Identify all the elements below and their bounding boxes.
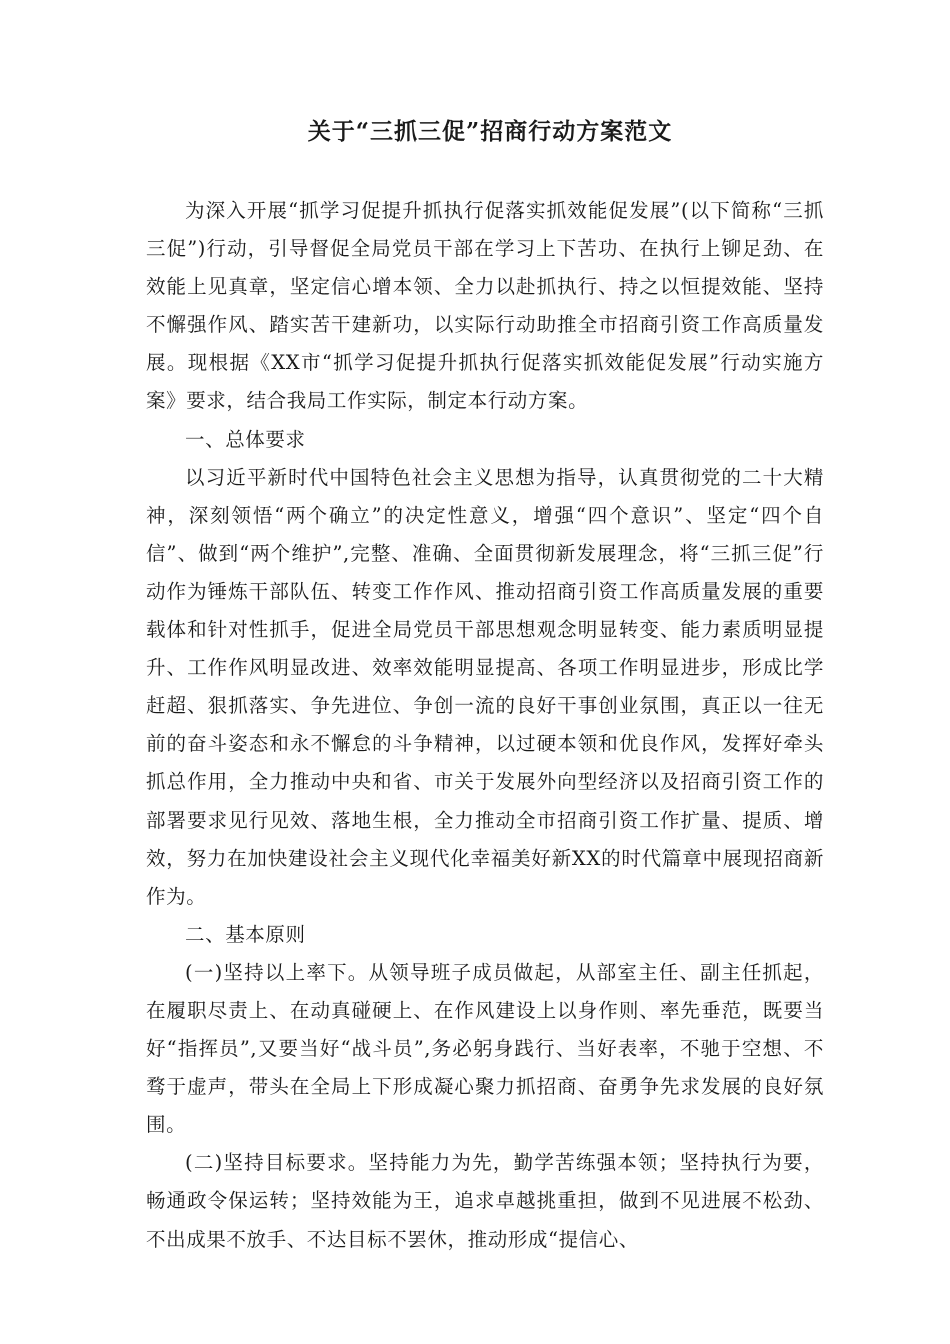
document-body: [146, 192, 824, 1259]
principle-1-paragraph: (一)坚持以上率下。从领导班子成员做起，从部室主任、副主任抓起，在履职尽责上、在动真碰硬上、在作风建设上以身作则、率先垂范，既要当好“指挥员”,又要当好“战斗员”,务必躬身践行、当好表率，不驰于空想、不骛于虚声，带头在全局上下形成凝心聚力抓招商、奋勇争先求发展的良好氛围。: [146, 960, 824, 1137]
general-requirements-paragraph: 以习近平新时代中国特色社会主义思想为指导，认真贯彻党的二十大精神，深刻领悟“两个确立”的决定性意义，增强“四个意识”、坚定“四个自信”、做到“两个维护”,完整、准确、全面贯彻新发展理念，将“三抓三促”行动作为锤炼干部队伍、转变工作作风、推动招商引资工作高质量发展的重要载体和针对性抓手，促进全局党员干部思想观念明显转变、能力素质明显提升、工作作风明显改进、效率效能明显提高、各项工作明显进步，形成比学赶超、狠抓落实、争先进位、争创一流的良好干事创业氛围，真正以一往无前的奋斗姿态和永不懈怠的斗争精神，以过硬本领和优良作风，发挥好牵头抓总作用，全力推动中央和省、市关于发展外向型经济以及招商引资工作的部署要求见行见效、落地生根，全力推动全市招商引资工作扩量、提质、增效，努力在加快建设社会主义现代化幸福美好新XX的时代篇章中展现招商新作为。: [146, 465, 824, 908]
section-heading-general-requirements: 一、总体要求: [185, 427, 306, 451]
section-heading-basic-principles: 二、基本原则: [185, 922, 306, 946]
intro-paragraph: 为深入开展“抓学习促提升抓执行促落实抓效能促发展”(以下简称“三抓三促”)行动，引导督促全局党员干部在学习上下苦功、在执行上铆足劲、在效能上见真章，坚定信心增本领、全力以赴抓执行、持之以恒提效能、坚持不懈强作风、踏实苦干建新功，以实际行动助推全市招商引资工作高质量发展。现根据《XX市“抓学习促提升抓执行促落实抓效能促发展”行动实施方案》要求，结合我局工作实际，制定本行动方案。: [146, 199, 824, 413]
document-title: 关于“三抓三促”招商行动方案范文: [307, 118, 673, 145]
principle-2-paragraph: (二)坚持目标要求。坚持能力为先，勤学苦练强本领；坚持执行为要，畅通政令保运转；坚持效能为王，追求卓越挑重担，做到不见进展不松劲、不出成果不放手、不达目标不罢休，推动形成“提信心、: [146, 1151, 824, 1251]
